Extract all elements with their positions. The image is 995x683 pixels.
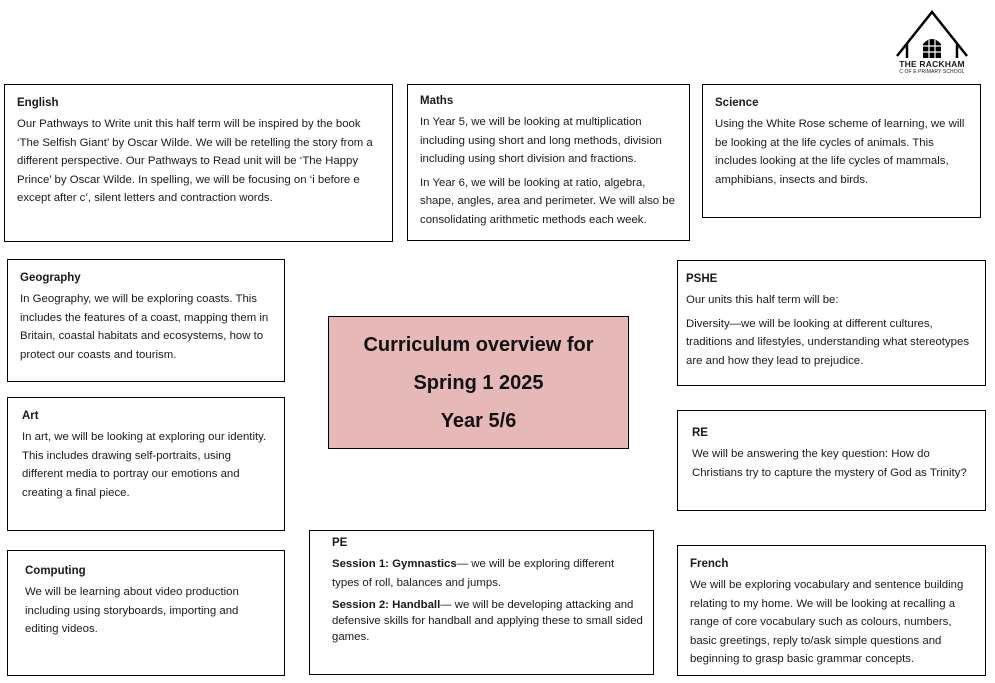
art-box (7, 397, 285, 531)
english-box (4, 84, 393, 242)
pshe-para1: Our units this half term will be: (686, 294, 839, 306)
pshe-box (677, 260, 986, 386)
computing-title: Computing (25, 565, 86, 577)
english-text: Our Pathways to Write unit this half term will be inspired by the book ‘The Selfish Giant’ by Oscar Wilde. We will be retelling the story from a different perspective. Our Pathways to Read unit will be ‘The Happy Prince’ by Oscar Wilde. In spelling, we will be focusing on ‘i before e except after c’, silent letters and contraction words. (17, 118, 373, 204)
pe-session-1-text: — we will be exploring different types of roll, balances and jumps. (332, 558, 615, 589)
computing-text: We will be learning about video production including using storyboards, importing and editing videos. (25, 586, 239, 635)
french-title: French (690, 558, 729, 570)
pe-session-1 (332, 555, 643, 592)
school-name: THE RACKHAM (899, 59, 965, 69)
pe-title: PE (332, 537, 348, 549)
science-box (702, 84, 981, 218)
maths-para1: In Year 5, we will be looking at multiplication including using short and long methods, division including using short division and fractions. (420, 116, 662, 165)
art-text: In art, we will be looking at exploring our identity. This includes drawing self-portraits, using different media to portray our emotions and creating a final piece. (22, 431, 267, 499)
geography-text: In Geography, we will be exploring coasts. This includes the features of a coast, mapping them in Britain, coastal habitats and ecosystems, how to protect our coasts and tourism. (20, 293, 269, 361)
french-text: We will be exploring vocabulary and sentence building relating to my home. We will be looking at recalling a range of core vocabulary such as colours, numbers, basic greetings, reply to/ask simple questions and beginning to grasp basic grammar concepts. (690, 579, 964, 665)
re-title: RE (692, 427, 708, 439)
school-subtitle: C OF E PRIMARY SCHOOL (899, 69, 965, 75)
curriculum-title-box (328, 316, 629, 449)
pe-session-2-text: — we will be developing attacking and defensive skills for handball and applying these to small sided games. (332, 599, 643, 643)
pe-box (309, 530, 654, 675)
pe-session-1-label: Session 1: Gymnastics (332, 558, 457, 570)
computing-box (7, 550, 285, 676)
maths-title: Maths (420, 95, 454, 107)
geography-box (7, 259, 285, 382)
title-line-3: Year 5/6 (440, 409, 517, 432)
maths-box (407, 84, 690, 241)
re-text: We will be answering the key question: How do Christians try to capture the mystery of God as Trinity? (692, 448, 967, 479)
re-box (677, 410, 986, 511)
pe-session-2 (332, 597, 643, 645)
english-title: English (17, 97, 59, 109)
science-title: Science (715, 97, 759, 109)
geography-title: Geography (20, 272, 81, 284)
science-text: Using the White Rose scheme of learning, we will be looking at the life cycles of animals. This includes looking at the life cycles of mammals, amphibians, insects and birds. (715, 118, 965, 186)
pe-session-2-label: Session 2: Handball (332, 599, 441, 611)
french-box (677, 545, 986, 676)
art-title: Art (22, 410, 39, 422)
maths-para2: In Year 6, we will be looking at ratio, algebra, shape, angles, area and perimeter. We will also be consolidating arithmetic methods each week. (420, 176, 675, 226)
title-line-1: Curriculum overview for (363, 333, 594, 356)
pshe-title: PSHE (686, 273, 718, 285)
pshe-para2: Diversity—we will be looking at different cultures, traditions and lifestyles, understanding what stereotypes are and how they lead to prejudice. (686, 317, 970, 367)
title-line-2: Spring 1 2025 (413, 371, 544, 394)
